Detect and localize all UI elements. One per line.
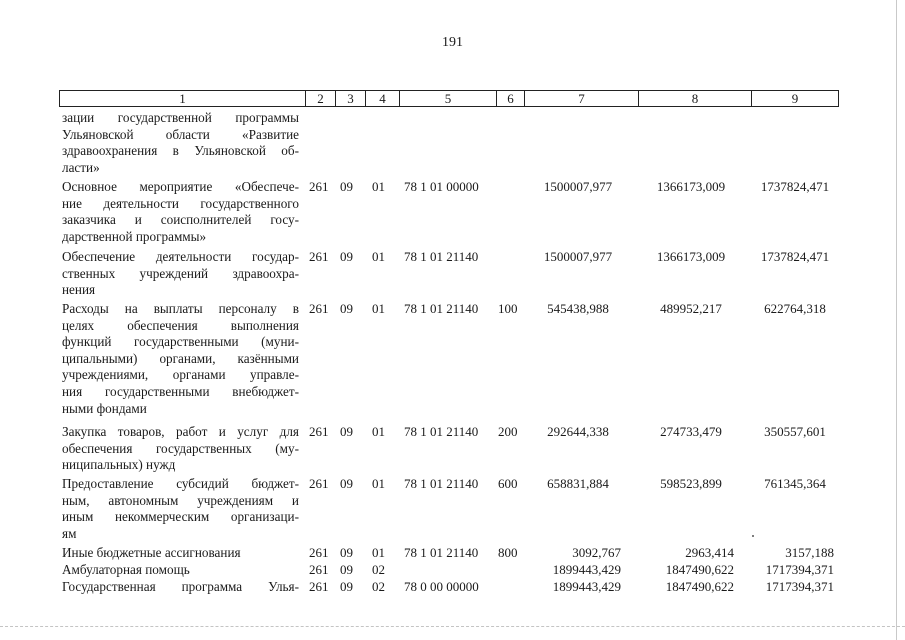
header-col-8: 8: [638, 91, 751, 106]
cell-target-article: 78 1 01 00000: [404, 179, 479, 194]
row-description: [62, 476, 299, 542]
scan-speck: [752, 535, 754, 537]
row-description: [62, 179, 299, 245]
table-header: [59, 90, 839, 107]
description-line: Обеспечение деятельности государ-: [62, 249, 299, 264]
cell-admin-code: 261: [309, 424, 329, 439]
description-line: зации государственной программы: [62, 110, 299, 125]
cell-amount-col9: 1717394,371: [765, 562, 834, 577]
cell-amount-col7: 1500007,977: [543, 249, 613, 264]
description-line: Расходы на выплаты персоналу в: [62, 301, 299, 316]
cell-amount-col8: 274733,479: [660, 424, 722, 439]
description-line: функций государственными (муни-: [62, 334, 299, 350]
cell-admin-code: 261: [309, 179, 329, 194]
cell-subsection: 01: [372, 249, 385, 264]
cell-amount-col9: 761345,364: [764, 476, 826, 491]
cell-target-article: 78 1 01 21140: [404, 476, 479, 491]
description-line: Основное мероприятие «Обеспече-: [62, 179, 299, 194]
header-col-5: 5: [399, 91, 496, 106]
description-line: Ульяновской области «Развитие: [62, 126, 299, 142]
cell-amount-col7: 1899443,429: [552, 579, 621, 594]
cell-subsection: 01: [372, 545, 385, 560]
row-description: [62, 424, 299, 474]
cell-expense-type: 800: [498, 545, 518, 560]
cell-subsection: 02: [372, 579, 385, 594]
description-line: ния государственными внебюджет-: [62, 383, 299, 399]
header-col-3: 3: [335, 91, 365, 106]
cell-amount-col7: 3092,767: [572, 545, 621, 560]
row-description: [62, 579, 299, 596]
description-line: заказчика и соисполнителей госу-: [62, 212, 299, 228]
description-line: нения: [62, 282, 96, 298]
header-col-1: 1: [179, 91, 186, 106]
row-description: [62, 110, 299, 176]
cell-section: 09: [340, 545, 353, 560]
header-col-4: 4: [365, 91, 399, 106]
cell-amount-col9: 1737824,471: [760, 249, 830, 264]
page-edge-bottom: [0, 626, 905, 627]
cell-section: 09: [340, 424, 353, 439]
cell-amount-col8: 1366173,009: [656, 249, 726, 264]
row-description: [62, 301, 299, 417]
page-number: 191: [442, 35, 463, 50]
cell-amount-col7: 658831,884: [547, 476, 609, 491]
cell-admin-code: 261: [309, 301, 329, 316]
description-line: целях обеспечения выполнения: [62, 317, 299, 333]
cell-amount-col9: 350557,601: [764, 424, 826, 439]
description-line: здравоохранения в Ульяновской об-: [62, 143, 299, 159]
cell-amount-col8: 1847490,622: [665, 579, 734, 594]
cell-admin-code: 261: [309, 476, 329, 491]
description-line: ципальными) органами, казёнными: [62, 350, 299, 366]
cell-target-article: 78 1 01 21140: [404, 424, 479, 439]
cell-expense-type: 100: [498, 301, 518, 316]
cell-amount-col9: 3157,188: [785, 545, 834, 560]
cell-amount-col7: 1899443,429: [552, 562, 621, 577]
description-line: ниципальных) нужд: [62, 457, 176, 473]
cell-admin-code: 261: [309, 249, 329, 264]
description-line: учреждениями, органами управле-: [62, 367, 299, 383]
description-line: ственных учреждений здравоохра-: [62, 265, 299, 281]
description-line: иным некоммерческим организаци-: [62, 509, 299, 525]
cell-expense-type: 600: [498, 476, 518, 491]
cell-admin-code: 261: [309, 562, 329, 577]
description-line: Амбулаторная помощь: [62, 562, 190, 577]
cell-target-article: 78 1 01 21140: [404, 301, 479, 316]
cell-target-article: 78 0 00 00000: [404, 579, 479, 594]
cell-section: 09: [340, 579, 353, 594]
header-col-9: 9: [751, 91, 838, 106]
description-line: ние деятельности государственного: [62, 195, 299, 211]
description-line: ным, автономным учреждениям и: [62, 492, 299, 508]
cell-subsection: 01: [372, 476, 385, 491]
cell-amount-col8: 1366173,009: [656, 179, 726, 194]
description-line: Государственная программа Улья-: [62, 579, 299, 594]
cell-amount-col7: 292644,338: [547, 424, 609, 439]
cell-amount-col7: 545438,988: [547, 301, 609, 316]
description-line: ными фондами: [62, 400, 147, 416]
row-description: [62, 249, 299, 299]
cell-section: 09: [340, 301, 353, 316]
cell-section: 09: [340, 249, 353, 264]
description-line: обеспечения государственных (му-: [62, 440, 299, 456]
cell-expense-type: 200: [498, 424, 518, 439]
cell-amount-col8: 489952,217: [660, 301, 722, 316]
cell-subsection: 01: [372, 179, 385, 194]
header-col-7: 7: [524, 91, 638, 106]
cell-target-article: 78 1 01 21140: [404, 249, 479, 264]
cell-section: 09: [340, 562, 353, 577]
cell-subsection: 01: [372, 424, 385, 439]
cell-admin-code: 261: [309, 545, 329, 560]
cell-amount-col8: 2963,414: [685, 545, 734, 560]
description-line: ям: [62, 525, 77, 541]
cell-section: 09: [340, 476, 353, 491]
cell-subsection: 01: [372, 301, 385, 316]
row-description: [62, 545, 299, 562]
cell-amount-col9: 622764,318: [764, 301, 826, 316]
cell-section: 09: [340, 179, 353, 194]
header-col-6: 6: [496, 91, 524, 106]
page-edge-right: [896, 0, 897, 640]
cell-admin-code: 261: [309, 579, 329, 594]
cell-amount-col9: 1717394,371: [765, 579, 834, 594]
description-line: Предоставление субсидий бюджет-: [62, 476, 299, 491]
cell-amount-col9: 1737824,471: [760, 179, 830, 194]
cell-amount-col8: 598523,899: [660, 476, 722, 491]
description-line: ласти»: [62, 159, 100, 175]
cell-amount-col8: 1847490,622: [665, 562, 734, 577]
row-description: [62, 562, 299, 579]
cell-amount-col7: 1500007,977: [543, 179, 613, 194]
header-col-2: 2: [305, 91, 335, 106]
description-line: дарственной программы»: [62, 228, 207, 244]
cell-subsection: 02: [372, 562, 385, 577]
cell-target-article: 78 1 01 21140: [404, 545, 479, 560]
description-line: Иные бюджетные ассигнования: [62, 545, 241, 560]
description-line: Закупка товаров, работ и услуг для: [62, 424, 299, 439]
